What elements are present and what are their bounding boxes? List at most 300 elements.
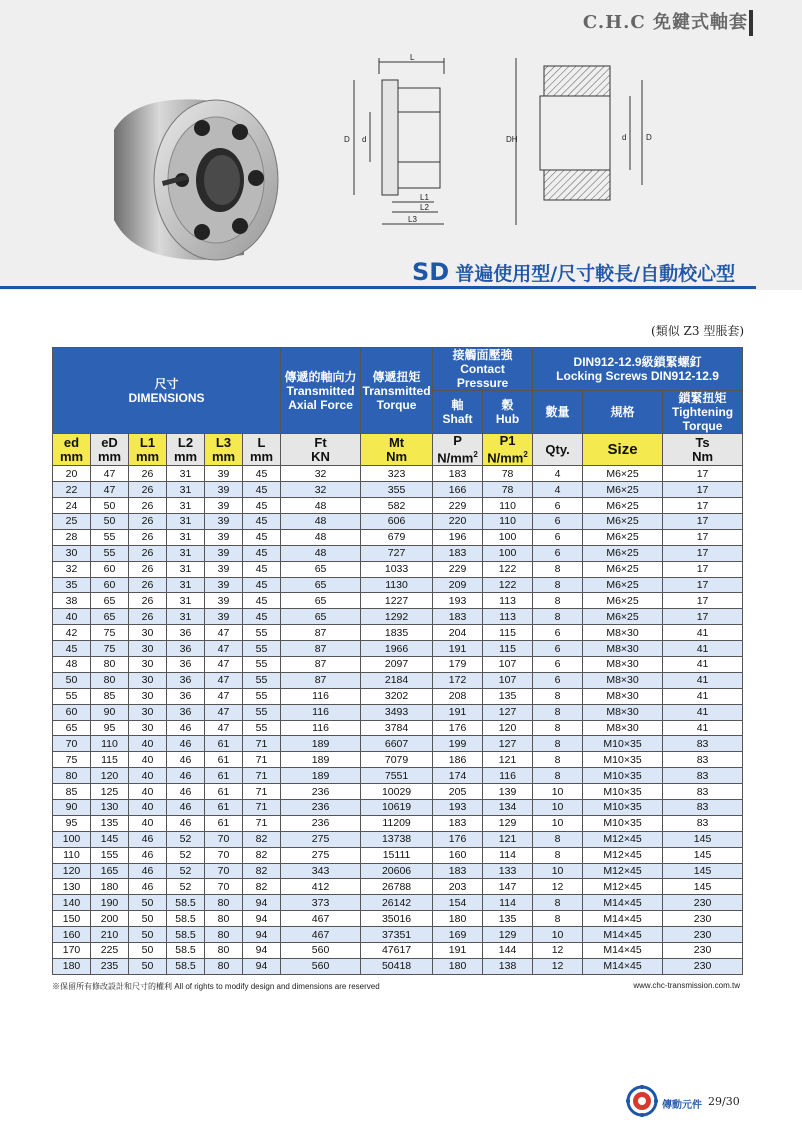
- cell-Mt: 20606: [361, 863, 433, 879]
- cell-P: 229: [433, 561, 483, 577]
- cell-d: 140: [53, 895, 91, 911]
- cell-Ft: 116: [281, 720, 361, 736]
- cell-L2: 31: [167, 514, 205, 530]
- cell-D: 75: [91, 625, 129, 641]
- cell-Ts: 230: [663, 911, 743, 927]
- cell-d: 25: [53, 514, 91, 530]
- cell-Ts: 41: [663, 625, 743, 641]
- cell-L3: 80: [205, 958, 243, 974]
- sym-Ts-text: Ts: [695, 434, 710, 450]
- cell-L3: 47: [205, 720, 243, 736]
- cell-P: 204: [433, 625, 483, 641]
- cell-Ft: 32: [281, 466, 361, 482]
- cell-Ts: 230: [663, 927, 743, 943]
- cell-D: 225: [91, 943, 129, 959]
- cell-d: 160: [53, 927, 91, 943]
- cell-size: M6×25: [583, 561, 663, 577]
- cell-P1: 78: [483, 466, 533, 482]
- cell-L3: 80: [205, 943, 243, 959]
- cell-D: 47: [91, 466, 129, 482]
- cell-d: 35: [53, 577, 91, 593]
- cell-L1: 40: [129, 736, 167, 752]
- cell-Ts: 41: [663, 672, 743, 688]
- table-row: [53, 672, 743, 688]
- unit-Nmm-text: N/mm: [437, 450, 474, 466]
- label-D: D: [344, 135, 350, 144]
- sym-qty-text: Qty.: [545, 441, 570, 457]
- cell-D: 65: [91, 609, 129, 625]
- sym-L: [243, 434, 281, 466]
- cell-qty: 6: [533, 529, 583, 545]
- cell-Mt: 1292: [361, 609, 433, 625]
- cell-Ts: 41: [663, 657, 743, 673]
- cell-Mt: 37351: [361, 927, 433, 943]
- cell-L1: 46: [129, 847, 167, 863]
- cell-P: 180: [433, 911, 483, 927]
- cell-D: 95: [91, 720, 129, 736]
- header-contact-pressure: [433, 348, 533, 391]
- model-code: SD: [412, 258, 450, 286]
- unit-sq: 2: [523, 450, 528, 459]
- cell-L3: 80: [205, 927, 243, 943]
- cell-P: 186: [433, 752, 483, 768]
- cell-L3: 39: [205, 466, 243, 482]
- cell-L2: 58.5: [167, 911, 205, 927]
- cell-qty: 6: [533, 641, 583, 657]
- cell-Ft: 48: [281, 514, 361, 530]
- cell-P: 196: [433, 529, 483, 545]
- cell-size: M10×35: [583, 815, 663, 831]
- table-row: [53, 943, 743, 959]
- sym-Ft-text: Ft: [314, 434, 327, 450]
- cell-L3: 39: [205, 609, 243, 625]
- cell-d: 20: [53, 466, 91, 482]
- header-dimensions-zh: 尺寸: [154, 376, 179, 391]
- cell-size: M6×25: [583, 577, 663, 593]
- cell-L: 94: [243, 895, 281, 911]
- cell-Mt: 1227: [361, 593, 433, 609]
- cell-L2: 31: [167, 593, 205, 609]
- sym-size: [583, 434, 663, 466]
- cell-d: 60: [53, 704, 91, 720]
- cell-L1: 50: [129, 911, 167, 927]
- cell-L2: 58.5: [167, 927, 205, 943]
- cell-Mt: 3784: [361, 720, 433, 736]
- sym-qty: [533, 434, 583, 466]
- cell-L3: 47: [205, 704, 243, 720]
- cell-L: 45: [243, 466, 281, 482]
- table-row: [53, 879, 743, 895]
- cell-D: 115: [91, 752, 129, 768]
- cell-Mt: 35016: [361, 911, 433, 927]
- cell-P1: 144: [483, 943, 533, 959]
- cell-Ts: 145: [663, 863, 743, 879]
- cell-P1: 122: [483, 561, 533, 577]
- cell-qty: 8: [533, 704, 583, 720]
- cell-P1: 110: [483, 498, 533, 514]
- cell-L: 82: [243, 863, 281, 879]
- table-row: [53, 529, 743, 545]
- cell-qty: 6: [533, 498, 583, 514]
- cell-L3: 80: [205, 911, 243, 927]
- cell-Mt: 2097: [361, 657, 433, 673]
- cell-L2: 31: [167, 482, 205, 498]
- sym-Mt-text: Mt: [388, 434, 405, 450]
- cell-qty: 6: [533, 672, 583, 688]
- sym-L3-text: L3: [215, 434, 232, 450]
- header-hub: [483, 391, 533, 434]
- cell-size: M8×30: [583, 672, 663, 688]
- sym-L-text: L: [257, 434, 266, 450]
- cell-qty: 10: [533, 927, 583, 943]
- cell-Ts: 17: [663, 482, 743, 498]
- cell-L1: 26: [129, 577, 167, 593]
- unit-Nm: Nm: [692, 448, 714, 464]
- sym-D-text: eD: [101, 434, 118, 450]
- cell-L: 55: [243, 720, 281, 736]
- header-axial-force-en1: Transmitted: [286, 383, 355, 398]
- cell-qty: 12: [533, 879, 583, 895]
- cell-Ts: 17: [663, 609, 743, 625]
- cell-Ts: 230: [663, 943, 743, 959]
- cell-d: 30: [53, 545, 91, 561]
- cell-P: 176: [433, 720, 483, 736]
- cell-Ft: 48: [281, 529, 361, 545]
- cell-Mt: 3493: [361, 704, 433, 720]
- sym-size-text: Size: [607, 440, 638, 458]
- cell-d: 170: [53, 943, 91, 959]
- cell-L1: 40: [129, 815, 167, 831]
- header-axial-force: [281, 348, 361, 434]
- cell-d: 40: [53, 609, 91, 625]
- cell-D: 80: [91, 657, 129, 673]
- table-row: [53, 720, 743, 736]
- sym-P-text: P: [453, 433, 462, 448]
- cell-size: M10×35: [583, 736, 663, 752]
- cell-D: 80: [91, 672, 129, 688]
- cell-L: 55: [243, 625, 281, 641]
- cell-D: 210: [91, 927, 129, 943]
- header-contact-zh: 接觸面壓強: [452, 348, 513, 362]
- cell-P: 193: [433, 593, 483, 609]
- cell-L: 71: [243, 784, 281, 800]
- cell-P: 166: [433, 482, 483, 498]
- cell-L: 55: [243, 672, 281, 688]
- cell-L3: 47: [205, 672, 243, 688]
- cell-L1: 50: [129, 895, 167, 911]
- company-logo-icon: [626, 1085, 658, 1117]
- cell-d: 150: [53, 911, 91, 927]
- cell-qty: 4: [533, 466, 583, 482]
- cell-L: 71: [243, 768, 281, 784]
- cell-P1: 107: [483, 657, 533, 673]
- cell-Ts: 17: [663, 577, 743, 593]
- cell-L1: 26: [129, 593, 167, 609]
- unit-Nm: Nm: [386, 448, 408, 464]
- header-torque-en1: Transmitted: [362, 383, 431, 398]
- cell-qty: 8: [533, 609, 583, 625]
- cell-d: 32: [53, 561, 91, 577]
- cell-Ts: 41: [663, 704, 743, 720]
- cell-L1: 30: [129, 688, 167, 704]
- sym-Ft: [281, 434, 361, 466]
- cell-L: 71: [243, 752, 281, 768]
- cell-P1: 139: [483, 784, 533, 800]
- header-hub-zh: 穀: [501, 398, 514, 412]
- cell-Ts: 17: [663, 498, 743, 514]
- cell-L: 94: [243, 958, 281, 974]
- cell-L2: 36: [167, 704, 205, 720]
- cell-Ft: 275: [281, 847, 361, 863]
- cell-Ft: 412: [281, 879, 361, 895]
- cell-d: 42: [53, 625, 91, 641]
- cell-Ft: 189: [281, 736, 361, 752]
- cell-D: 125: [91, 784, 129, 800]
- cell-L2: 46: [167, 720, 205, 736]
- cell-Mt: 727: [361, 545, 433, 561]
- cell-Mt: 13738: [361, 831, 433, 847]
- cell-size: M10×35: [583, 768, 663, 784]
- cell-P: 191: [433, 943, 483, 959]
- cell-size: M10×35: [583, 752, 663, 768]
- cell-L1: 26: [129, 545, 167, 561]
- cell-Mt: 355: [361, 482, 433, 498]
- cell-size: M14×45: [583, 943, 663, 959]
- cell-L: 45: [243, 529, 281, 545]
- cell-d: 90: [53, 800, 91, 816]
- unit-mm: mm: [97, 448, 122, 464]
- header-tightening-en2: Torque: [682, 419, 723, 433]
- cell-L1: 46: [129, 879, 167, 895]
- header-torque: [361, 348, 433, 434]
- cell-qty: 8: [533, 895, 583, 911]
- cell-Ts: 41: [663, 641, 743, 657]
- cell-size: M8×30: [583, 657, 663, 673]
- header-axial-force-zh: 傳遞的軸向力: [284, 369, 357, 384]
- cell-d: 85: [53, 784, 91, 800]
- cell-qty: 8: [533, 736, 583, 752]
- header-qty-zh: 數量: [545, 405, 570, 419]
- cell-L: 82: [243, 879, 281, 895]
- cell-d: 130: [53, 879, 91, 895]
- cell-L: 45: [243, 577, 281, 593]
- cell-P1: 114: [483, 895, 533, 911]
- cell-size: M14×45: [583, 958, 663, 974]
- cell-size: M8×30: [583, 625, 663, 641]
- similar-type-note: (類似 Z3 型脹套): [651, 324, 744, 338]
- cell-L1: 26: [129, 514, 167, 530]
- cell-size: M6×25: [583, 466, 663, 482]
- cell-L3: 39: [205, 561, 243, 577]
- cell-size: M8×30: [583, 641, 663, 657]
- cell-L1: 50: [129, 927, 167, 943]
- header-screws-zh: DIN912-12.9級鎖緊螺釘: [573, 355, 702, 369]
- header-tightening-en1: Tightening: [672, 405, 734, 419]
- cell-L1: 40: [129, 768, 167, 784]
- cell-qty: 12: [533, 958, 583, 974]
- sym-Mt: [361, 434, 433, 466]
- cell-D: 235: [91, 958, 129, 974]
- cell-Ft: 65: [281, 593, 361, 609]
- sym-L3: [205, 434, 243, 466]
- cell-Ft: 189: [281, 752, 361, 768]
- cell-L2: 46: [167, 815, 205, 831]
- cell-P: 191: [433, 704, 483, 720]
- cell-P1: 127: [483, 704, 533, 720]
- cell-P: 169: [433, 927, 483, 943]
- cell-size: M6×25: [583, 514, 663, 530]
- header-contact-en: Contact Pressure: [456, 362, 509, 390]
- label-D-section: D: [646, 133, 652, 142]
- cell-Ft: 467: [281, 927, 361, 943]
- cell-P: 183: [433, 545, 483, 561]
- cell-P1: 129: [483, 815, 533, 831]
- header-shaft: [433, 391, 483, 434]
- table-row: [53, 831, 743, 847]
- cell-P: 174: [433, 768, 483, 784]
- cell-L: 71: [243, 800, 281, 816]
- cell-P1: 100: [483, 545, 533, 561]
- label-L3: L3: [408, 215, 417, 224]
- cell-Mt: 1130: [361, 577, 433, 593]
- cell-P: 154: [433, 895, 483, 911]
- cell-P1: 110: [483, 514, 533, 530]
- sym-L1-text: L1: [139, 434, 156, 450]
- table-row: [53, 466, 743, 482]
- cell-P1: 127: [483, 736, 533, 752]
- header-screws-en: Locking Screws DIN912-12.9: [556, 369, 719, 383]
- cell-Ft: 87: [281, 625, 361, 641]
- cell-Ft: 116: [281, 688, 361, 704]
- cell-d: 75: [53, 752, 91, 768]
- section-title: [412, 258, 735, 286]
- cell-size: M6×25: [583, 609, 663, 625]
- header-locking-screws: [533, 348, 743, 391]
- cell-L: 94: [243, 943, 281, 959]
- cell-Mt: 7079: [361, 752, 433, 768]
- cell-L3: 39: [205, 529, 243, 545]
- cell-L: 45: [243, 514, 281, 530]
- cell-Ft: 189: [281, 768, 361, 784]
- table-row: [53, 704, 743, 720]
- cell-L: 45: [243, 498, 281, 514]
- page-number: 29/30: [708, 1095, 740, 1108]
- cell-Mt: 47617: [361, 943, 433, 959]
- header-shaft-en: Shaft: [442, 412, 473, 426]
- cell-L: 45: [243, 609, 281, 625]
- cell-L3: 80: [205, 895, 243, 911]
- header-hub-en: Hub: [495, 412, 520, 426]
- sym-L2-text: L2: [177, 434, 194, 450]
- cell-qty: 8: [533, 688, 583, 704]
- cell-L: 45: [243, 545, 281, 561]
- cell-Mt: 582: [361, 498, 433, 514]
- table-row: [53, 577, 743, 593]
- cell-Ts: 83: [663, 768, 743, 784]
- cell-P: 176: [433, 831, 483, 847]
- cell-Ts: 83: [663, 784, 743, 800]
- cell-D: 135: [91, 815, 129, 831]
- cell-P: 183: [433, 863, 483, 879]
- cell-L2: 52: [167, 831, 205, 847]
- cell-Ts: 17: [663, 561, 743, 577]
- cell-L2: 36: [167, 641, 205, 657]
- cell-L1: 30: [129, 657, 167, 673]
- cell-P: 172: [433, 672, 483, 688]
- cell-Ts: 145: [663, 879, 743, 895]
- sym-d-text: ed: [63, 434, 80, 450]
- cell-size: M6×25: [583, 545, 663, 561]
- cell-Mt: 6607: [361, 736, 433, 752]
- cell-P1: 133: [483, 863, 533, 879]
- cell-Mt: 3202: [361, 688, 433, 704]
- cell-D: 180: [91, 879, 129, 895]
- label-L: L: [410, 53, 415, 62]
- cell-L1: 26: [129, 466, 167, 482]
- cell-P: 160: [433, 847, 483, 863]
- table-row: [53, 768, 743, 784]
- cell-qty: 6: [533, 545, 583, 561]
- cell-P: 183: [433, 815, 483, 831]
- cell-Mt: 10619: [361, 800, 433, 816]
- header-size-zh: 規格: [610, 405, 635, 419]
- cell-D: 60: [91, 561, 129, 577]
- cell-P: 208: [433, 688, 483, 704]
- cell-L3: 70: [205, 879, 243, 895]
- cell-D: 120: [91, 768, 129, 784]
- cell-qty: 8: [533, 752, 583, 768]
- cell-Ft: 236: [281, 784, 361, 800]
- cell-size: M12×45: [583, 847, 663, 863]
- cell-qty: 8: [533, 911, 583, 927]
- cell-D: 90: [91, 704, 129, 720]
- cell-size: M6×25: [583, 529, 663, 545]
- cell-Ft: 48: [281, 498, 361, 514]
- cell-d: 45: [53, 641, 91, 657]
- cell-P: 205: [433, 784, 483, 800]
- cell-size: M12×45: [583, 863, 663, 879]
- label-d: d: [362, 135, 367, 144]
- cell-L2: 31: [167, 466, 205, 482]
- cell-d: 48: [53, 657, 91, 673]
- cell-D: 155: [91, 847, 129, 863]
- cell-d: 38: [53, 593, 91, 609]
- cell-L3: 39: [205, 577, 243, 593]
- cell-P: 183: [433, 609, 483, 625]
- unit-mm: mm: [135, 448, 160, 464]
- cell-Ts: 230: [663, 958, 743, 974]
- cell-Ts: 17: [663, 514, 743, 530]
- cell-Mt: 50418: [361, 958, 433, 974]
- cell-d: 55: [53, 688, 91, 704]
- cell-Ft: 236: [281, 800, 361, 816]
- cell-L1: 40: [129, 784, 167, 800]
- cell-L3: 39: [205, 498, 243, 514]
- header-qty: [533, 391, 583, 434]
- cell-Ts: 17: [663, 545, 743, 561]
- website-url: www.chc-transmission.com.tw: [633, 981, 740, 990]
- cell-d: 95: [53, 815, 91, 831]
- cell-P1: 78: [483, 482, 533, 498]
- cell-L3: 61: [205, 815, 243, 831]
- cell-Ft: 87: [281, 657, 361, 673]
- cell-L3: 61: [205, 784, 243, 800]
- cell-P1: 100: [483, 529, 533, 545]
- cell-L: 71: [243, 815, 281, 831]
- cell-size: M6×25: [583, 498, 663, 514]
- cell-Mt: 7551: [361, 768, 433, 784]
- cell-Ft: 275: [281, 831, 361, 847]
